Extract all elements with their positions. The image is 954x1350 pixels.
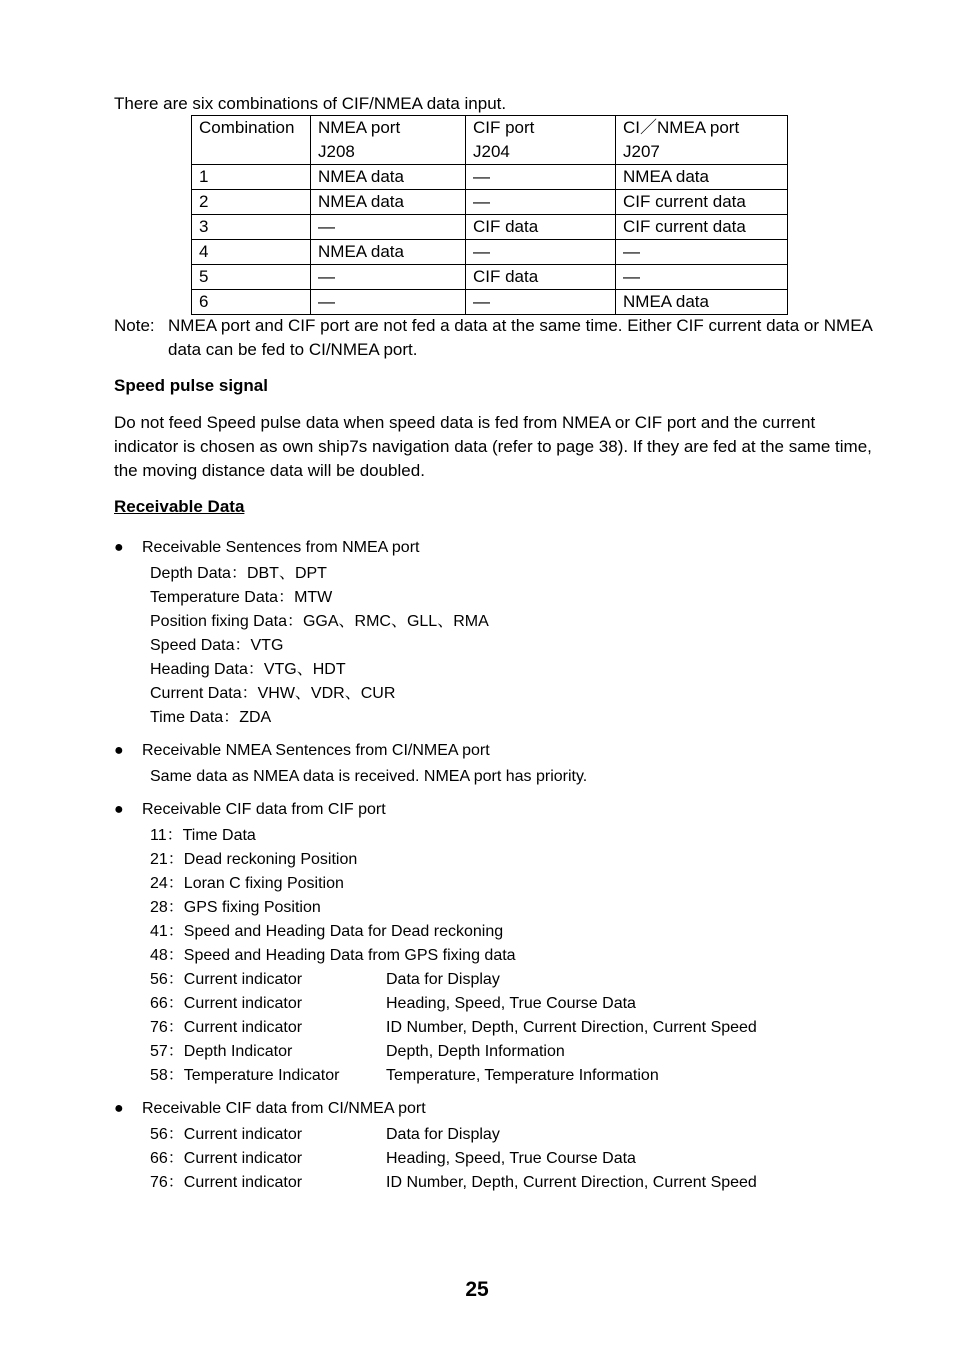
table-cell: 1 xyxy=(192,165,311,190)
list-item: Speed Data：VTG xyxy=(150,637,284,654)
list-item xyxy=(150,896,516,920)
list-item: Heading Data：VTG、HDT xyxy=(150,661,346,678)
item-code: 11：Time Data xyxy=(150,827,256,844)
item-code: 76：Current indicator xyxy=(150,1174,303,1191)
table-header-row xyxy=(192,116,788,165)
table-cell: — xyxy=(466,190,616,215)
list-item: Time Data：ZDA xyxy=(150,709,272,726)
speed-pulse-heading: Speed pulse signal xyxy=(114,376,268,395)
intro-text: There are six combinations of CIF/NMEA data input. xyxy=(114,94,507,113)
table-cell: — xyxy=(311,290,466,315)
item-code: 56：Current indicator xyxy=(150,1126,303,1143)
note-label: Note: xyxy=(114,316,155,335)
table-cell: — xyxy=(311,265,466,290)
cif-data-list xyxy=(150,824,757,1088)
bullet-item xyxy=(114,1097,426,1121)
list-item xyxy=(150,872,516,896)
item-code: 41：Speed and Heading Data for Dead reckoning xyxy=(150,923,504,940)
item-desc: Data for Display xyxy=(386,971,500,988)
item-code: 24：Loran C fixing Position xyxy=(150,875,344,892)
bullet-dot-icon: ● xyxy=(114,742,124,759)
bullet-item xyxy=(114,739,490,763)
table-cell: — xyxy=(466,165,616,190)
table-row xyxy=(192,265,788,290)
note-block xyxy=(114,314,874,362)
table-cell: — xyxy=(311,215,466,240)
bullet-text: Receivable Sentences from NMEA port xyxy=(142,539,420,556)
table-cell: NMEA data xyxy=(616,290,788,315)
table-cell: 6 xyxy=(192,290,311,315)
item-code: 21：Dead reckoning Position xyxy=(150,851,358,868)
note-text: NMEA port and CIF port are not fed a data at the same time. Either CIF current data or NMEA data can be fed to CI/NMEA port. xyxy=(168,316,872,359)
list-item xyxy=(150,1064,659,1088)
item-desc: Heading, Speed, True Course Data xyxy=(386,1150,636,1167)
header-line: NMEA port xyxy=(318,118,401,137)
list-item: Current Data：VHW、VDR、CUR xyxy=(150,685,396,702)
list-item: Temperature Data：MTW xyxy=(150,589,333,606)
item-desc: Heading, Speed, True Course Data xyxy=(386,995,636,1012)
item-code: 66：Current indicator xyxy=(150,995,303,1012)
bullet-dot-icon: ● xyxy=(114,1100,124,1117)
header-line: J207 xyxy=(623,142,660,161)
item-code: 48：Speed and Heading Data from GPS fixing data xyxy=(150,947,516,964)
header-line: J208 xyxy=(318,142,355,161)
list-item xyxy=(150,1040,565,1064)
header-line: CIF port xyxy=(473,118,535,137)
table-cell: CIF current data xyxy=(616,215,788,240)
list-item xyxy=(150,968,516,992)
receivable-data-heading: Receivable Data xyxy=(114,497,245,516)
header-cell xyxy=(616,116,788,165)
table-cell: 2 xyxy=(192,190,311,215)
table-cell: 3 xyxy=(192,215,311,240)
ci-cif-data-list xyxy=(150,1123,757,1195)
header-cell xyxy=(311,116,466,165)
item-desc: Depth, Depth Information xyxy=(386,1043,565,1060)
table-cell: — xyxy=(616,265,788,290)
item-code: 66：Current indicator xyxy=(150,1150,303,1167)
header-line: Combination xyxy=(199,118,295,137)
table-row xyxy=(192,240,788,265)
list-item xyxy=(150,920,516,944)
speed-pulse-paragraph: Do not feed Speed pulse data when speed data is fed from NMEA or CIF port and the current indicator is chosen as own ship7s navigation data (refer to page 38). If they are fed at the same time, the moving distance data will be doubled. xyxy=(114,413,872,480)
header-cell xyxy=(466,116,616,165)
list-item: Same data as NMEA data is received. NMEA port has priority. xyxy=(150,768,588,785)
list-item xyxy=(150,848,516,872)
item-code: 76：Current indicator xyxy=(150,1019,303,1036)
nmea-sentence-list xyxy=(150,562,489,730)
combination-table xyxy=(191,115,788,315)
header-line: J204 xyxy=(473,142,510,161)
table-cell: CIF data xyxy=(466,265,616,290)
table-row xyxy=(192,190,788,215)
bullet-dot-icon: ● xyxy=(114,539,124,556)
table-cell: 4 xyxy=(192,240,311,265)
list-item xyxy=(150,1171,757,1195)
table-cell: — xyxy=(616,240,788,265)
item-code: 56：Current indicator xyxy=(150,971,303,988)
bullet-item xyxy=(114,536,419,560)
item-code: 58：Temperature Indicator xyxy=(150,1067,340,1084)
item-code: 28：GPS fixing Position xyxy=(150,899,321,916)
item-desc: Temperature, Temperature Information xyxy=(386,1067,659,1084)
page-number: 25 xyxy=(465,1278,489,1301)
bullet-text: Receivable NMEA Sentences from CI/NMEA port xyxy=(142,742,490,759)
header-cell xyxy=(192,116,311,165)
table-cell: — xyxy=(466,240,616,265)
item-code: 57：Depth Indicator xyxy=(150,1043,293,1060)
bullet-text: Receivable CIF data from CI/NMEA port xyxy=(142,1100,426,1117)
list-item: Position fixing Data：GGA、RMC、GLL、RMA xyxy=(150,613,489,630)
item-desc: ID Number, Depth, Current Direction, Current Speed xyxy=(386,1019,757,1036)
list-item xyxy=(150,944,516,968)
table-cell: NMEA data xyxy=(311,190,466,215)
header-line: CI／NMEA port xyxy=(623,118,740,137)
list-item xyxy=(150,1147,636,1171)
bullet-item xyxy=(114,798,386,822)
table-cell: NMEA data xyxy=(616,165,788,190)
table-cell: CIF current data xyxy=(616,190,788,215)
item-desc: Data for Display xyxy=(386,1126,500,1143)
bullet-text: Receivable CIF data from CIF port xyxy=(142,801,386,818)
list-item xyxy=(150,1016,757,1040)
ci-nmea-text-block xyxy=(150,765,587,789)
table-cell: NMEA data xyxy=(311,240,466,265)
list-item: Depth Data：DBT、DPT xyxy=(150,565,327,582)
list-item xyxy=(150,1123,500,1147)
table-cell: NMEA data xyxy=(311,165,466,190)
list-item xyxy=(150,992,636,1016)
list-item xyxy=(150,824,516,848)
table-row xyxy=(192,215,788,240)
table-row xyxy=(192,165,788,190)
table-cell: — xyxy=(466,290,616,315)
table-cell: 5 xyxy=(192,265,311,290)
table-cell: CIF data xyxy=(466,215,616,240)
item-desc: ID Number, Depth, Current Direction, Current Speed xyxy=(386,1174,757,1191)
bullet-dot-icon: ● xyxy=(114,801,124,818)
table-row xyxy=(192,290,788,315)
